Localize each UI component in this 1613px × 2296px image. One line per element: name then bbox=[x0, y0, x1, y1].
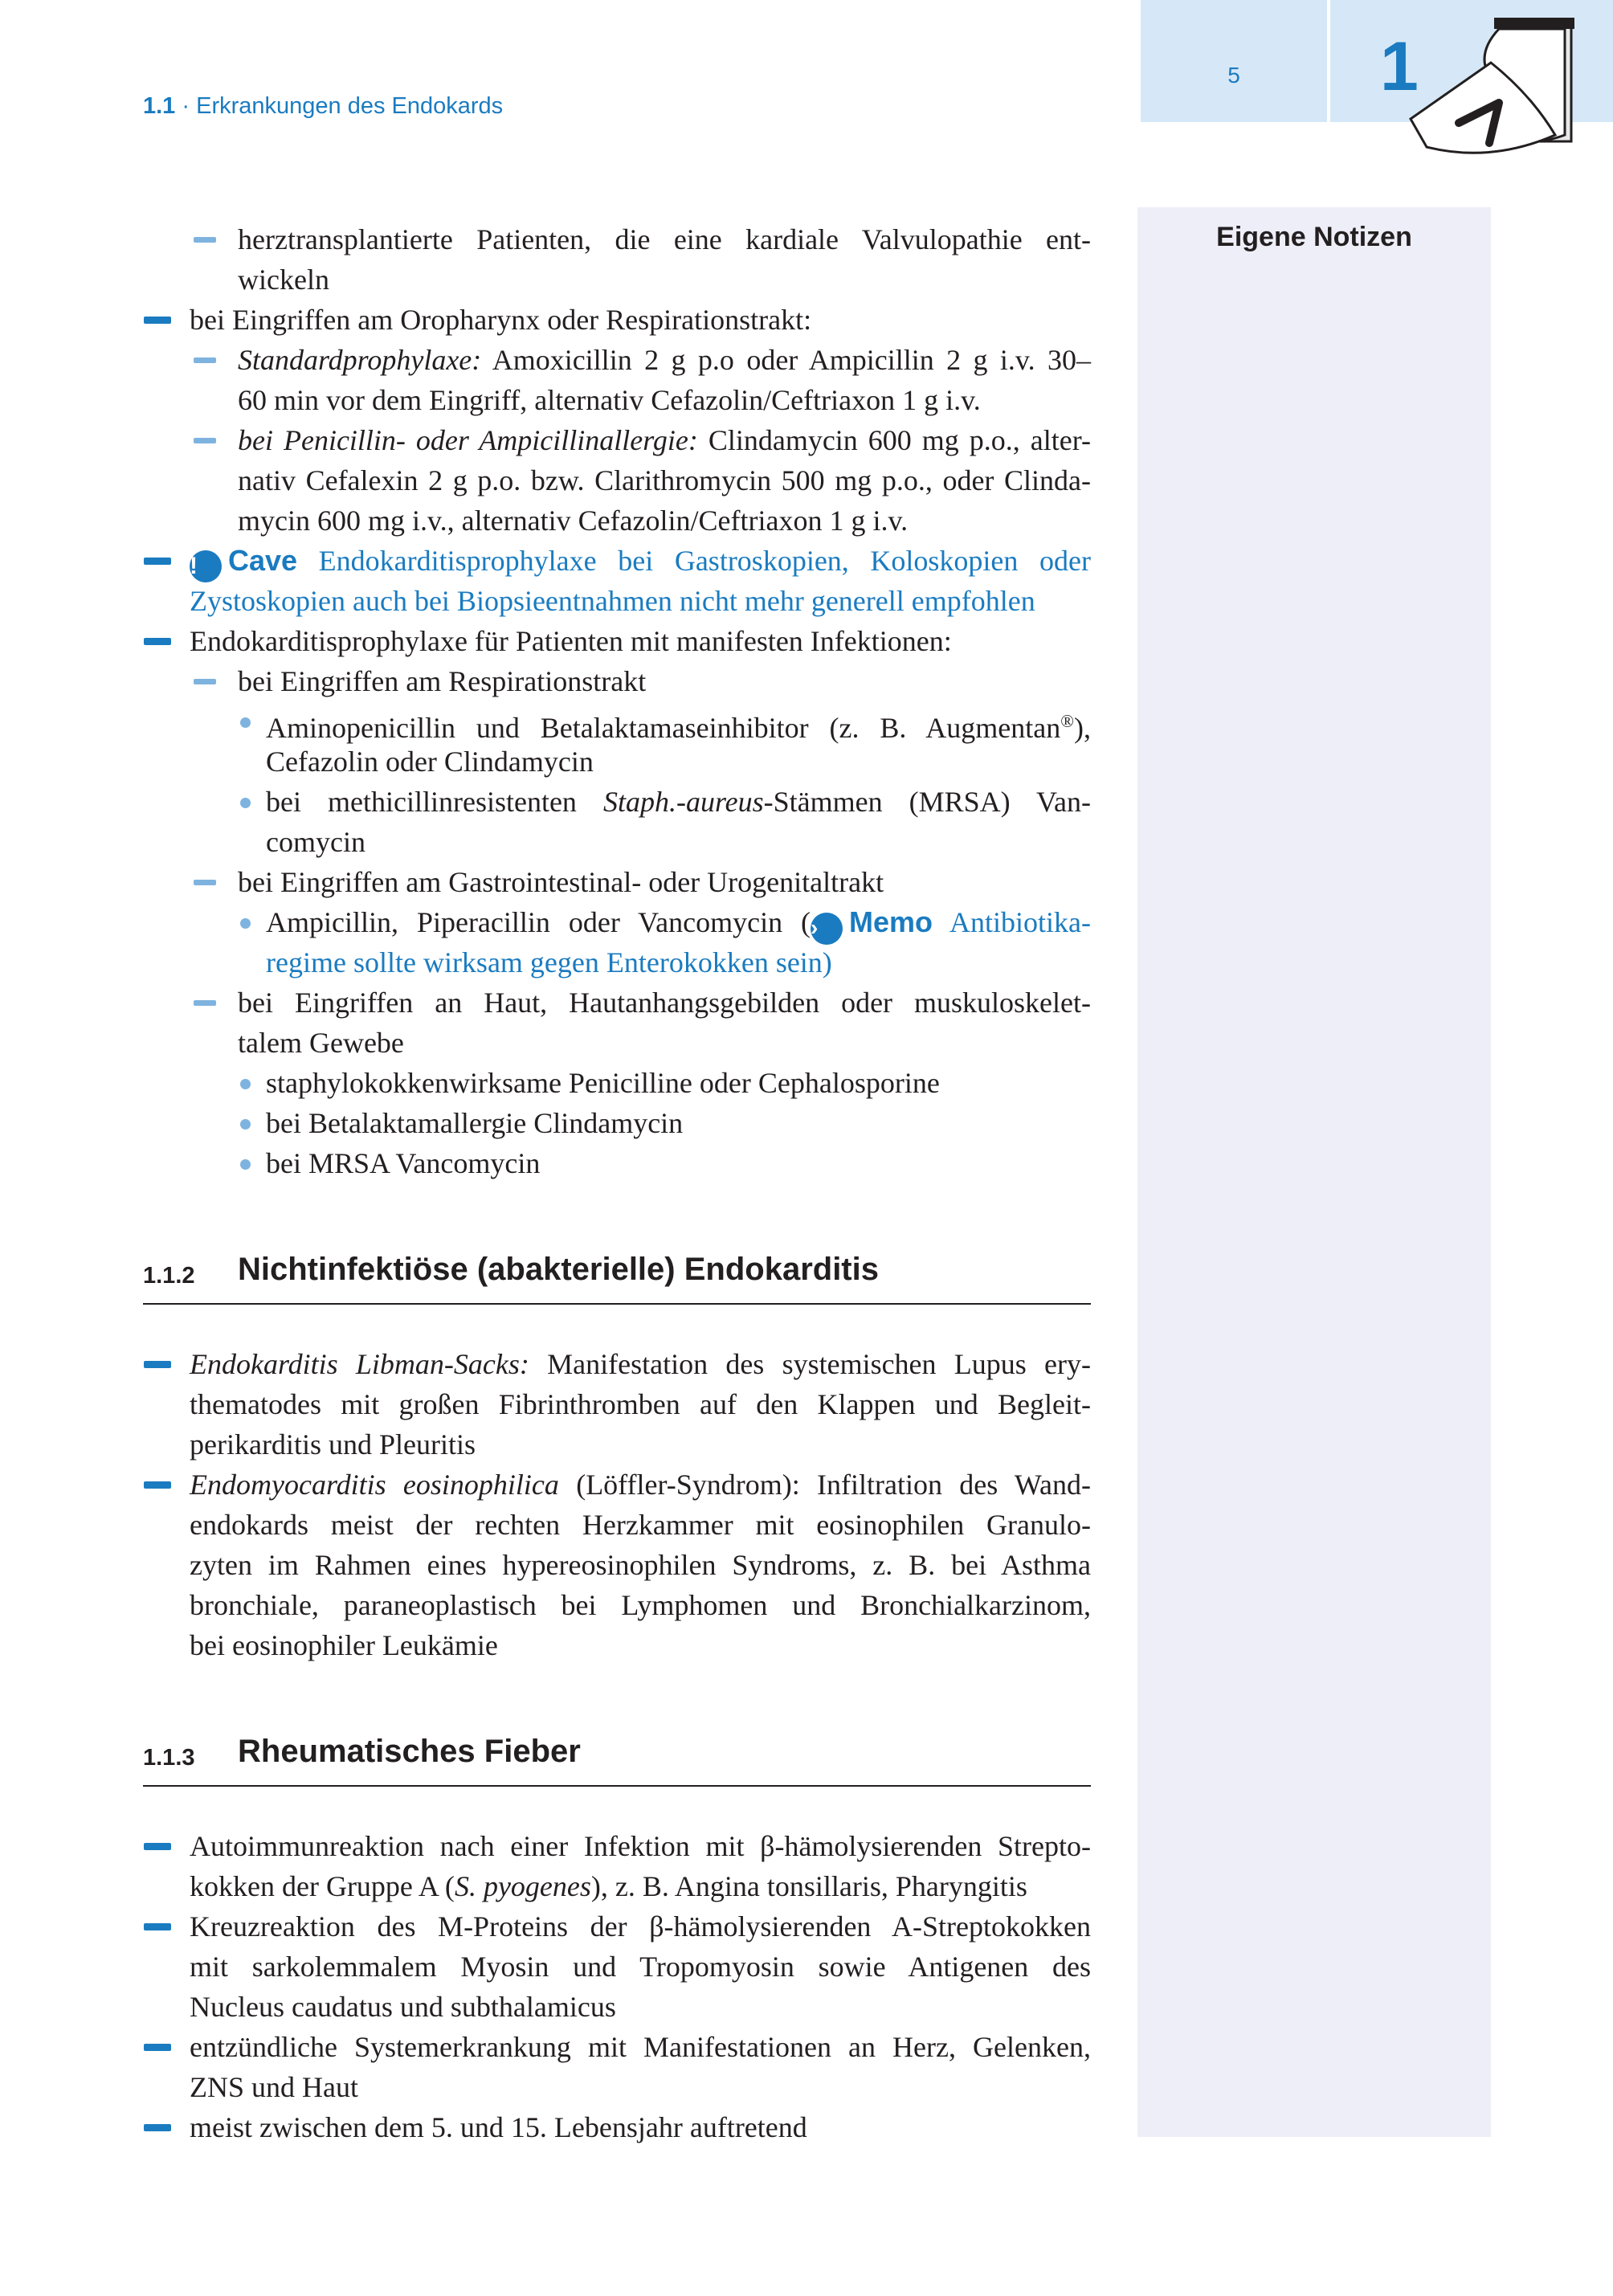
bullet-level2 bbox=[194, 1000, 216, 1006]
bullet-level3 bbox=[240, 717, 251, 728]
bullet-level1 bbox=[144, 317, 171, 324]
cave-note: Zystoskopien auch bei Biopsieentnahmen nicht mehr generell empfohlen bbox=[190, 585, 1035, 617]
section-number: 1.1.3 bbox=[143, 1745, 195, 1771]
bullet-level3 bbox=[240, 1159, 251, 1170]
list-line: entzündliche Systemerkrankung mit Manifestationen an Herz, Gelenken, bbox=[190, 2031, 1091, 2063]
bullet-level3 bbox=[240, 918, 251, 929]
term-endomyocarditis: Endomyocarditis eosinophilica bbox=[190, 1469, 559, 1501]
page-number: 5 bbox=[1227, 63, 1240, 88]
list-line: comycin bbox=[266, 826, 365, 858]
list-line: thematodes mit großen Fibrinthromben auf den Klappen und Begleit- bbox=[190, 1388, 1091, 1420]
notes-title: Eigene Notizen bbox=[1216, 222, 1412, 252]
list-line: nativ Cefalexin 2 g p.o. bzw. Clarithromycin 500 mg p.o., oder Clinda- bbox=[238, 464, 1091, 496]
bullet-level2 bbox=[194, 357, 216, 363]
list-line: zyten im Rahmen eines hypereosinophilen Syndroms, z. B. bei Asthma bbox=[190, 1549, 1091, 1581]
list-line: bei eosinophiler Leukämie bbox=[190, 1629, 498, 1661]
list-line bbox=[190, 1866, 1027, 1906]
list-line: herztransplantierte Patienten, die eine kardiale Valvulopathie ent- bbox=[238, 223, 1091, 255]
list-line: talem Gewebe bbox=[238, 1027, 404, 1059]
bullet-level1 bbox=[144, 1843, 171, 1850]
list-text: bei methicillinresistenten bbox=[266, 786, 603, 818]
bullet-level2 bbox=[194, 880, 216, 885]
list-text: ), z. B. Angina tonsillaris, Pharyngitis bbox=[590, 1870, 1027, 1902]
list-text: (Löffler-Syndrom): Infiltration des Wand- bbox=[558, 1469, 1091, 1501]
list-text: Amoxicillin 2 g p.o oder Ampicillin 2 g i.v. 30– bbox=[481, 344, 1091, 376]
list-text: Aminopenicillin und Betalaktamaseinhibitor (z. B. Augmentan bbox=[266, 712, 1061, 744]
cave-text: Endokarditisprophylaxe bei Gastroskopien, Koloskopien oder bbox=[297, 545, 1091, 577]
list-line bbox=[238, 420, 1091, 460]
exclamation-icon: ! bbox=[190, 550, 222, 582]
page-number-box bbox=[1141, 0, 1327, 122]
bullet-level2 bbox=[194, 438, 216, 443]
memo-text: regime sollte wirksam gegen Enterokokken sein) bbox=[266, 946, 832, 978]
list-line bbox=[190, 1344, 1091, 1384]
bullet-level1 bbox=[144, 2124, 171, 2131]
list-line bbox=[238, 340, 1091, 380]
list-line: bei MRSA Vancomycin bbox=[266, 1147, 541, 1179]
list-line: meist zwischen dem 5. und 15. Lebensjahr auftretend bbox=[190, 2111, 807, 2143]
bullet-level3 bbox=[240, 1079, 251, 1089]
memo-text: Antibiotika- bbox=[933, 906, 1091, 938]
term-allergy: bei Penicillin- oder Ampicillinallergie: bbox=[238, 424, 698, 456]
chapter-number: 1 bbox=[1380, 28, 1419, 105]
memo-label: Memo bbox=[849, 905, 933, 938]
list-line: bronchiale, paraneoplastisch bei Lymphomen und Bronchialkarzinom, bbox=[190, 1589, 1091, 1621]
list-line: 60 min vor dem Eingriff, alternativ Cefazolin/Ceftriaxon 1 g i.v. bbox=[238, 384, 981, 416]
bullet-level1 bbox=[144, 1481, 171, 1489]
cave-note bbox=[190, 541, 1091, 582]
list-line: Cefazolin oder Clindamycin bbox=[266, 746, 594, 778]
heading-rule bbox=[143, 1303, 1091, 1305]
term-staph: Staph.-aureus bbox=[602, 786, 764, 818]
bullet-level2 bbox=[194, 679, 216, 684]
list-line: bei Eingriffen am Oropharynx oder Respirationstrakt: bbox=[190, 304, 812, 336]
list-line: Kreuzreaktion des M-Proteins der β-hämolysierenden A-Streptokokken bbox=[190, 1910, 1091, 1943]
list-line: mycin 600 mg i.v., alternativ Cefazolin/Ceftriaxon 1 g i.v. bbox=[238, 505, 909, 537]
bullet-level1 bbox=[144, 2044, 171, 2051]
section-number: 1.1 bbox=[143, 93, 176, 119]
list-text: Ampicillin, Piperacillin oder Vancomycin ( bbox=[266, 906, 811, 938]
list-line: Nucleus caudatus und subthalamicus bbox=[190, 1991, 616, 2023]
list-text: ), bbox=[1074, 712, 1091, 744]
bullet-level3 bbox=[240, 1119, 251, 1130]
bullet-level1 bbox=[144, 558, 171, 565]
list-line: Endokarditisprophylaxe für Patienten mit manifesten Infektionen: bbox=[190, 625, 952, 657]
section-title: Erkrankungen des Endokards bbox=[196, 93, 504, 119]
list-line: bei Eingriffen an Haut, Hautanhangsgebilden oder muskuloskelet- bbox=[238, 987, 1091, 1019]
list-text: Clindamycin 600 mg p.o., alter- bbox=[697, 424, 1091, 456]
cave-label: Cave bbox=[228, 544, 298, 577]
list-line: bei Eingriffen am Respirationstrakt bbox=[238, 665, 647, 697]
bullet-level1 bbox=[144, 1361, 171, 1368]
bullet-level3 bbox=[240, 798, 251, 808]
section-title: Rheumatisches Fieber bbox=[238, 1734, 581, 1769]
chevron-right-icon: › bbox=[811, 913, 843, 945]
running-head-separator: · bbox=[175, 93, 197, 119]
heading-rule bbox=[143, 1785, 1091, 1787]
bullet-level1 bbox=[144, 1923, 171, 1930]
calendar-icon bbox=[1395, 14, 1587, 159]
section-number: 1.1.2 bbox=[143, 1263, 195, 1289]
running-head bbox=[143, 93, 503, 120]
list-line: bei Betalaktamallergie Clindamycin bbox=[266, 1107, 684, 1139]
registered-mark: ® bbox=[1060, 711, 1074, 731]
bullet-level1 bbox=[144, 638, 171, 645]
list-line bbox=[266, 902, 1091, 945]
bullet-level2 bbox=[194, 237, 216, 243]
list-line bbox=[190, 1465, 1091, 1505]
term-libman-sacks: Endokarditis Libman-Sacks: bbox=[190, 1348, 529, 1380]
list-text: -Stämmen (MRSA) Van- bbox=[763, 786, 1091, 818]
term-standard-prophylaxis: Standardprophylaxe: bbox=[238, 344, 482, 376]
list-line: staphylokokkenwirksame Penicilline oder Cephalosporine bbox=[266, 1067, 940, 1099]
term-s-pyogenes: S. pyogenes bbox=[454, 1870, 591, 1902]
list-line bbox=[266, 782, 1091, 822]
section-title: Nichtinfektiöse (abakterielle) Endokarditis bbox=[238, 1252, 879, 1287]
list-line: mit sarkolemmalem Myosin und Tropomyosin sowie Antigenen des bbox=[190, 1951, 1091, 1983]
list-line: bei Eingriffen am Gastrointestinal- oder Urogenitaltrakt bbox=[238, 866, 884, 898]
list-line: Autoimmunreaktion nach einer Infektion mit β-hämolysierenden Strepto- bbox=[190, 1830, 1091, 1862]
list-line: endokards meist der rechten Herzkammer mit eosinophilen Granulo- bbox=[190, 1509, 1091, 1541]
list-line: ZNS und Haut bbox=[190, 2071, 358, 2103]
notes-panel bbox=[1137, 207, 1491, 2137]
list-text: kokken der Gruppe A ( bbox=[190, 1870, 455, 1902]
list-text: Manifestation des systemischen Lupus ery- bbox=[529, 1348, 1091, 1380]
list-line: perikarditis und Pleuritis bbox=[190, 1428, 476, 1461]
list-line: wickeln bbox=[238, 264, 329, 296]
